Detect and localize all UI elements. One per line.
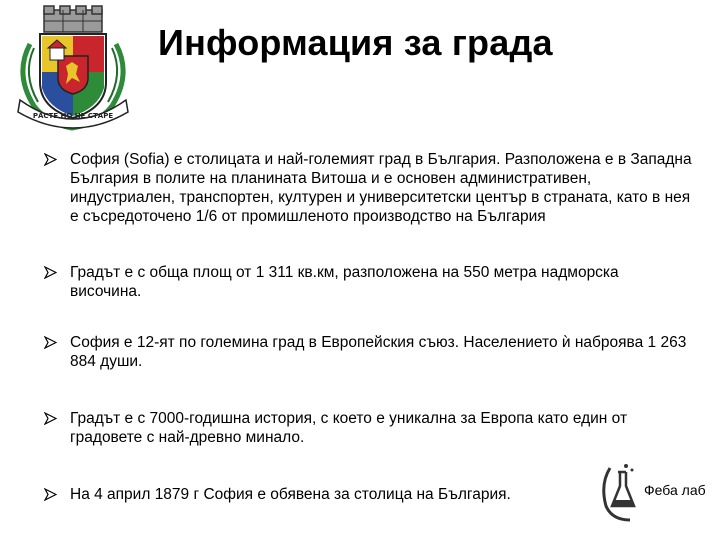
bullet-text: София е 12-ят по големина град в Европейския съюз. Населението ѝ наброява 1 263 884 души.: [70, 334, 687, 370]
coat-of-arms-icon: [8, 4, 138, 134]
arrow-bullet-icon: [44, 266, 57, 279]
flask-logo-icon: [596, 462, 646, 524]
bullet-text: София (Sofia) е столицата и най-големият град в България. Разположена е в Западна България в полите на планината Витоша и е основен административен, индустриален, транспортен, културен и университетски център в страната, като в нея е съсредоточено 1/6 от промишленото производство на България: [70, 151, 692, 225]
arrow-bullet-icon: [44, 153, 57, 166]
list-item: [44, 409, 694, 447]
logo-text: Феба лаб: [644, 482, 706, 498]
arrow-bullet-icon: [44, 488, 57, 501]
arrow-bullet-icon: [44, 336, 57, 349]
arrow-bullet-icon: [44, 412, 57, 425]
bullet-text: Градът е с обща площ от 1 311 кв.км, разположена на 550 метра надморска височина.: [70, 264, 619, 300]
list-item: [44, 150, 694, 226]
bullet-text: На 4 април 1879 г София е обявена за столица на България.: [70, 486, 511, 503]
info-bullet-list: [44, 150, 694, 504]
feba-lab-logo: [596, 462, 712, 524]
list-item: [44, 263, 694, 301]
city-crest: [8, 4, 138, 134]
list-item: [44, 485, 570, 504]
bullet-text: Градът е с 7000-годишна история, с което е уникална за Европа като един от градовете с най-древно минало.: [70, 410, 628, 446]
crest-motto: РАСТЕ НО НЕ СТАРЕ: [32, 112, 114, 120]
list-item: [44, 333, 694, 371]
page-title: Информация за града: [158, 22, 553, 63]
